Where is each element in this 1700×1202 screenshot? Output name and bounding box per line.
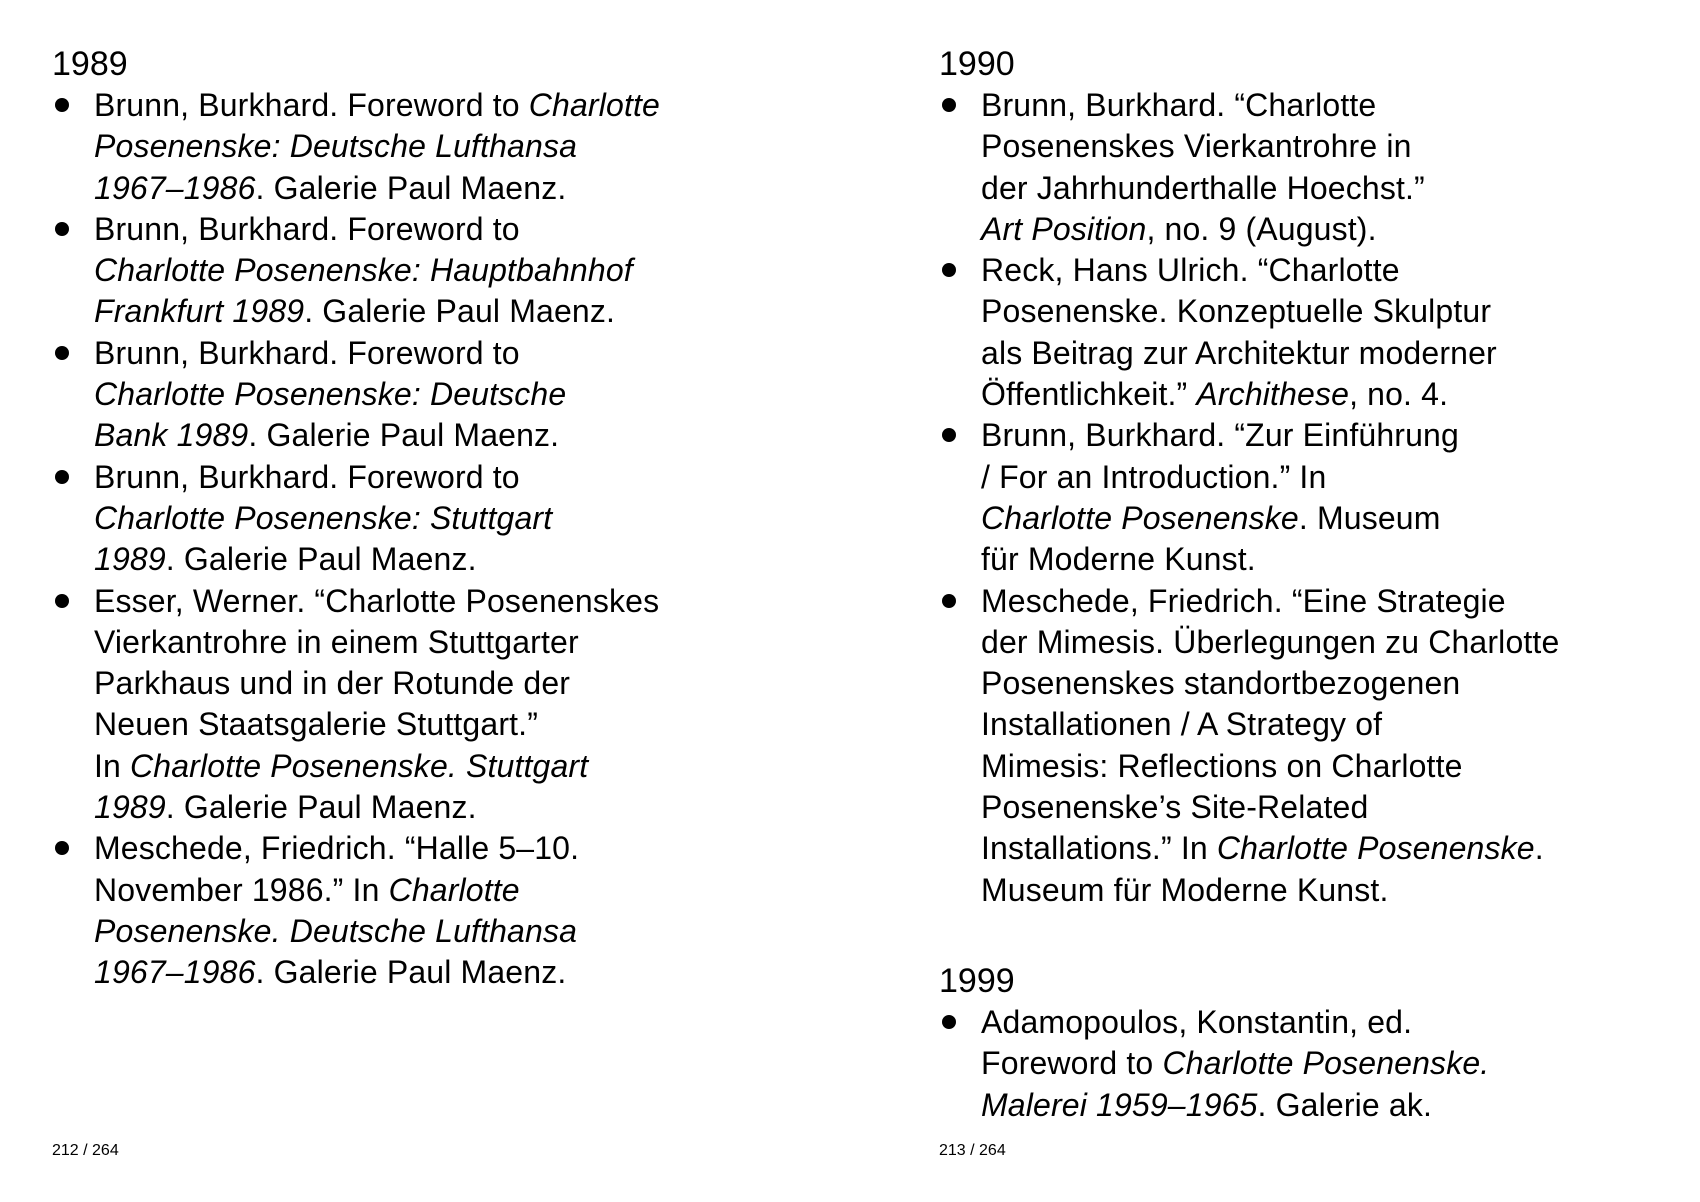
- entry-text: Posenenske. Konzeptuelle Skulptur: [981, 293, 1492, 330]
- entry-line: [94, 457, 812, 498]
- bullet-icon: [942, 594, 956, 608]
- entry-line: [981, 787, 1679, 828]
- right-page: [939, 0, 1679, 1202]
- entry-line: [94, 581, 812, 622]
- bullet-icon: [55, 470, 69, 484]
- entry-line: [94, 85, 812, 126]
- entry-text: Installations.” In: [981, 830, 1217, 867]
- entry-text: der Jahrhunderthalle Hoechst.”: [981, 169, 1425, 206]
- italic-title: Charlotte: [388, 871, 520, 908]
- bibliography-list: [939, 1002, 1679, 1126]
- entry-line: [981, 1043, 1679, 1084]
- entry-line: [94, 250, 812, 291]
- bullet-icon: [55, 594, 69, 608]
- page-number-right: 213 / 264: [939, 1142, 1006, 1159]
- entry-line: [94, 952, 812, 993]
- entry-text: Reck, Hans Ulrich. “Charlotte: [981, 252, 1400, 289]
- italic-title: Posenenske. Deutsche Lufthansa: [94, 912, 578, 949]
- entry-text: Adamopoulos, Konstantin, ed.: [981, 1003, 1413, 1040]
- entry-line: [981, 126, 1679, 167]
- entry-line: [94, 209, 812, 250]
- bullet-icon: [942, 98, 956, 112]
- italic-title: Charlotte Posenenske: Hauptbahnhof: [94, 252, 633, 289]
- entry-text: Brunn, Burkhard. “Charlotte: [981, 87, 1377, 123]
- bibliography-entry: [52, 85, 812, 209]
- entry-text: Brunn, Burkhard. Foreword to: [94, 334, 520, 371]
- entry-text: Brunn, Burkhard. Foreword to: [94, 87, 529, 123]
- entry-text: Neuen Staatsgalerie Stuttgart.”: [94, 706, 539, 743]
- italic-title: 1967–1986: [94, 954, 256, 991]
- entry-line: [981, 457, 1679, 498]
- entry-line: [981, 622, 1679, 663]
- entry-text: . Galerie Paul Maenz.: [255, 954, 567, 991]
- entry-line: [94, 498, 812, 539]
- entry-text: . Galerie ak.: [1257, 1086, 1433, 1123]
- entry-line: [94, 704, 812, 745]
- entry-text: Meschede, Friedrich. “Halle 5–10.: [94, 830, 580, 867]
- bibliography-entry: [939, 250, 1679, 415]
- entry-text: Posenenske’s Site-Related: [981, 789, 1369, 826]
- entry-line: [94, 415, 812, 456]
- entry-text: Parkhaus und in der Rotunde der: [94, 665, 571, 702]
- entry-line: [981, 250, 1679, 291]
- bibliography-entry: [52, 828, 812, 993]
- entry-line: [94, 291, 812, 332]
- entry-text: Posenenskes standortbezogenen: [981, 665, 1461, 702]
- entry-line: [94, 168, 812, 209]
- year-heading: 1989: [52, 45, 128, 83]
- entry-text: Vierkantrohre in einem Stuttgarter: [94, 623, 579, 660]
- entry-line: [981, 1002, 1679, 1043]
- entry-line: [94, 374, 812, 415]
- entry-line: [94, 911, 812, 952]
- entry-text: Esser, Werner. “Charlotte Posenenskes: [94, 582, 660, 619]
- entry-line: [981, 539, 1679, 580]
- bibliography-entry: [52, 457, 812, 581]
- entry-line: [981, 581, 1679, 622]
- italic-title: Charlotte: [528, 87, 660, 123]
- entry-text: Installationen / A Strategy of: [981, 706, 1383, 743]
- entry-text: .: [1534, 830, 1544, 867]
- entry-text: als Beitrag zur Architektur moderner: [981, 334, 1497, 371]
- bibliography-entry: [52, 581, 812, 829]
- entry-line: [981, 498, 1679, 539]
- bibliography-entry: [939, 85, 1679, 250]
- bibliography-entry: [939, 1002, 1679, 1126]
- entry-text: . Galerie Paul Maenz.: [255, 169, 567, 206]
- italic-title: 1989: [94, 789, 166, 826]
- italic-title: 1989: [94, 541, 166, 578]
- entry-text: der Mimesis. Überlegungen zu Charlotte: [981, 623, 1560, 660]
- entry-line: [981, 168, 1679, 209]
- entry-text: Brunn, Burkhard. Foreword to: [94, 210, 520, 247]
- entry-line: [94, 746, 812, 787]
- entry-line: [981, 415, 1679, 456]
- entry-line: [94, 622, 812, 663]
- italic-title: Frankfurt 1989: [94, 293, 305, 330]
- italic-title: Charlotte Posenenske. Stuttgart: [130, 747, 589, 784]
- entry-line: [981, 828, 1679, 869]
- entry-line: [981, 663, 1679, 704]
- bibliography-entry: [939, 415, 1679, 580]
- entry-text: . Galerie Paul Maenz.: [165, 541, 477, 578]
- entry-line: [94, 539, 812, 580]
- italic-title: Archithese: [1196, 376, 1350, 413]
- year-section: [939, 0, 1679, 911]
- bibliography-entry: [52, 209, 812, 333]
- bullet-icon: [55, 98, 69, 112]
- entry-line: [981, 209, 1679, 250]
- entry-text: . Galerie Paul Maenz.: [304, 293, 616, 330]
- bullet-icon: [55, 222, 69, 236]
- entry-line: [94, 333, 812, 374]
- entry-line: [981, 704, 1679, 745]
- bullet-icon: [942, 263, 956, 277]
- entry-text: / For an Introduction.” In: [981, 458, 1327, 495]
- bullet-icon: [942, 1015, 956, 1029]
- entry-text: Brunn, Burkhard. Foreword to: [94, 458, 520, 495]
- year-section: [939, 911, 1679, 1126]
- year-heading: 1990: [939, 45, 1015, 83]
- page-number-left: 212 / 264: [52, 1142, 119, 1159]
- bibliography-entry: [52, 333, 812, 457]
- year-heading: 1999: [939, 961, 1015, 1000]
- entry-text: , no. 4.: [1349, 376, 1449, 413]
- italic-title: Charlotte Posenenske.: [1162, 1045, 1490, 1082]
- italic-title: Charlotte Posenenske: [1216, 830, 1535, 867]
- italic-title: 1967–1986: [94, 169, 256, 206]
- entry-line: [981, 291, 1679, 332]
- bibliography-entry: [939, 581, 1679, 911]
- entry-text: Mimesis: Reflections on Charlotte: [981, 747, 1463, 784]
- entry-line: [94, 870, 812, 911]
- entry-text: Museum für Moderne Kunst.: [981, 871, 1389, 908]
- entry-text: Öffentlichkeit.”: [981, 376, 1197, 413]
- entry-text: Brunn, Burkhard. “Zur Einführung: [981, 417, 1459, 454]
- bibliography-list: [52, 85, 812, 994]
- entry-line: [981, 746, 1679, 787]
- entry-line: [94, 126, 812, 167]
- entry-line: [94, 663, 812, 704]
- entry-text: . Museum: [1298, 499, 1441, 536]
- entry-line: [981, 374, 1679, 415]
- entry-text: , no. 9 (August).: [1146, 210, 1377, 247]
- entry-line: [981, 333, 1679, 374]
- entry-text: Meschede, Friedrich. “Eine Strategie: [981, 582, 1506, 619]
- entry-text: Posenenskes Vierkantrohre in: [981, 128, 1412, 165]
- entry-line: [981, 1085, 1679, 1126]
- bullet-icon: [942, 428, 956, 442]
- left-page: [52, 0, 812, 1202]
- bibliography-list: [939, 85, 1679, 911]
- entry-line: [94, 787, 812, 828]
- italic-title: Charlotte Posenenske: Stuttgart: [94, 499, 553, 536]
- italic-title: Posenenske: Deutsche Lufthansa: [94, 128, 578, 165]
- entry-text: . Galerie Paul Maenz.: [248, 417, 560, 454]
- italic-title: Malerei 1959–1965: [981, 1086, 1258, 1123]
- entry-text: In: [94, 747, 131, 784]
- entry-line: [981, 870, 1679, 911]
- entry-text: November 1986.” In: [94, 871, 389, 908]
- entry-text: . Galerie Paul Maenz.: [165, 789, 477, 826]
- italic-title: Bank 1989: [94, 417, 249, 454]
- entry-text: Foreword to: [981, 1045, 1163, 1082]
- entry-line: [94, 828, 812, 869]
- year-section: [52, 0, 812, 994]
- italic-title: Charlotte Posenenske: Deutsche: [94, 376, 567, 413]
- entry-line: [981, 85, 1679, 126]
- italic-title: Charlotte Posenenske: [981, 499, 1299, 536]
- entry-text: für Moderne Kunst.: [981, 541, 1256, 578]
- bullet-icon: [55, 841, 69, 855]
- bullet-icon: [55, 346, 69, 360]
- italic-title: Art Position: [981, 210, 1147, 247]
